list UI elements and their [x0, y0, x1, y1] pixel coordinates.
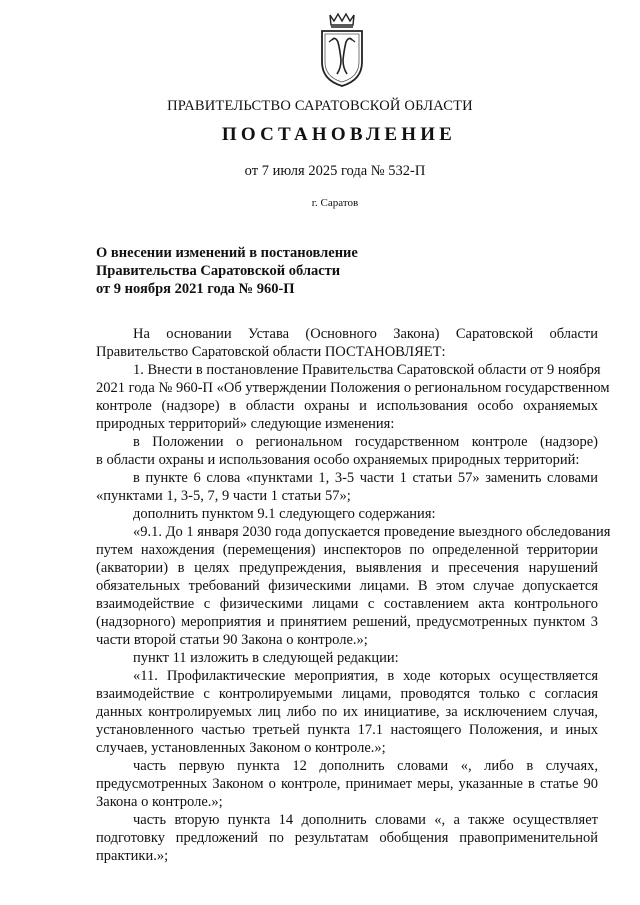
title-line: Правительства Саратовской области — [96, 263, 341, 279]
body-line: (акватории) в целях предупреждения, выявления и пресечения нарушений — [96, 560, 598, 576]
body-line: части второй статьи 90 Закона о контроле.»; — [96, 632, 368, 648]
body-line: путем нахождения (перемещения) инспекторов по определенной территории — [96, 542, 598, 558]
body-line: контроле (надзоре) в области охраны и использования особо охраняемых — [96, 398, 598, 414]
document-city: г. Саратов — [311, 197, 359, 209]
body-line: случаев, установленных Законом о контроле.»; — [96, 740, 386, 756]
body-line: «пунктами 1, 3-5, 7, 9 части 1 статьи 57»; — [96, 488, 351, 504]
body-line: «9.1. До 1 января 2030 года допускается проведение выездного обследования — [133, 524, 611, 540]
body-line: природных территорий» следующие изменения: — [96, 416, 395, 432]
body-line: часть вторую пункта 14 дополнить словами «, а также осуществляет — [133, 812, 598, 828]
body-line: взаимодействие с физическими лицами с составлением акта контрольного — [96, 596, 598, 612]
body-line: 2021 года № 960-П «Об утверждении Положения о региональном государственном — [96, 380, 610, 396]
body-line: Правительство Саратовской области ПОСТАНОВЛЯЕТ: — [96, 344, 446, 360]
body-line: обязательных требований физическими лицами. В этом случае допускается — [96, 578, 598, 594]
body-line: подготовку предложений по результатам обобщения правоприменительной — [96, 830, 598, 846]
body-line: предусмотренных Законом о контроле, принимает меры, указанные в статье 90 — [96, 776, 598, 792]
body-line: взаимодействие с контролируемыми лицами, проводятся только с согласия — [96, 686, 598, 702]
body-line: «11. Профилактические мероприятия, в ходе которых осуществляется — [133, 668, 598, 684]
body-line: в пункте 6 слова «пунктами 1, 3-5 части 1 статьи 57» заменить словами — [133, 470, 598, 486]
title-line: О внесении изменений в постановление — [96, 245, 358, 261]
body-line: (надзорного) мероприятия и принятием решений, предусмотренных пунктом 3 — [96, 614, 598, 630]
body-line: в области охраны и использования особо охраняемых природных территорий: — [96, 452, 580, 468]
body-line: дополнить пунктом 9.1 следующего содержания: — [133, 506, 436, 522]
body-line: установленного частью третьей пункта 17.1 настоящего Положения, и иных — [96, 722, 598, 738]
government-name: ПРАВИТЕЛЬСТВО САРАТОВСКОЙ ОБЛАСТИ — [167, 98, 473, 114]
document-date-number: от 7 июля 2025 года № 532-П — [244, 163, 426, 179]
body-line: пункт 11 изложить в следующей редакции: — [133, 650, 399, 666]
document-title — [96, 244, 516, 298]
body-line: Закона о контроле.»; — [96, 794, 223, 810]
document-type: ПОСТАНОВЛЕНИЕ — [221, 124, 457, 145]
body-line: На основании Устава (Основного Закона) Саратовской области — [133, 326, 598, 342]
saratov-coat-of-arms-icon — [319, 12, 365, 88]
body-line: часть первую пункта 12 дополнить словами «, либо в случаях, — [133, 758, 598, 774]
document-body — [96, 325, 611, 865]
body-line: в Положении о региональном государственном контроле (надзоре) — [133, 434, 598, 450]
title-line: от 9 ноября 2021 года № 960-П — [96, 281, 295, 297]
body-line: данных контролируемых лиц либо по их инициативе, за исключением случая, — [96, 704, 598, 720]
body-line: 1. Внести в постановление Правительства Саратовской области от 9 ноября — [133, 362, 601, 378]
body-line: практики.»; — [96, 848, 169, 864]
